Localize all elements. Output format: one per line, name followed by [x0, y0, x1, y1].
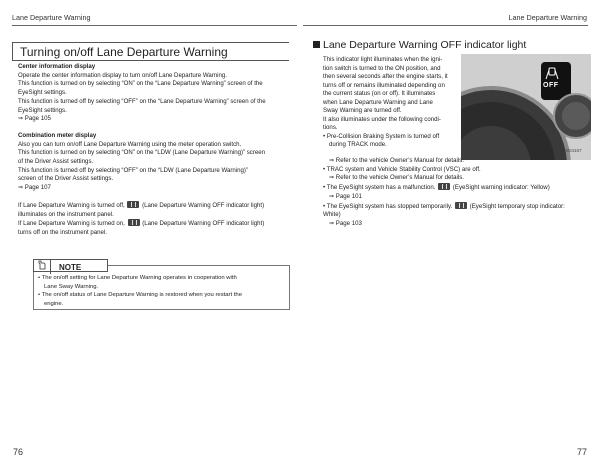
right-intro	[323, 56, 458, 150]
left-header-rule	[12, 25, 297, 26]
bullet-item: • The EyeSight system has a malfunction. (EyeSight warning indicator: Yellow)	[323, 184, 550, 192]
note-item-cont: engine.	[44, 300, 64, 307]
intro-line: tions.	[323, 124, 338, 132]
right-bullets	[323, 157, 591, 229]
left-body	[18, 63, 292, 238]
note-item-cont: Lane Sway Warning.	[44, 283, 99, 290]
intro-line: Sway Warning are turned off.	[323, 107, 402, 115]
page-reference[interactable]: ⇒ Page 107	[18, 184, 51, 192]
intro-line: then several seconds after the engine starts, it	[323, 73, 448, 81]
on-line	[18, 219, 292, 229]
combination-meter-heading: Combination meter display	[18, 131, 97, 139]
s2-line: This function is turned on by selecting “ON” on the “LDW (Lane Departure Warning)” screen	[18, 149, 266, 157]
intro-line: This indicator light illuminates when the igni-	[323, 56, 443, 63]
intro-line: when Lane Departure Warning and Lane	[323, 98, 433, 106]
eyesight-temporary-stop-icon	[455, 202, 467, 209]
intro-line: tion switch is turned to the ON position, and	[323, 64, 441, 72]
right-running-header: Lane Departure Warning	[508, 13, 587, 22]
note-header	[33, 259, 108, 272]
s1-line: This function is turned on by selecting “ON” on the “Lane Departure Warning” screen of the	[18, 80, 263, 88]
s1-line: EyeSight settings.	[18, 106, 67, 114]
note-item: • The on/off setting for Lane Departure Warning operates in cooperation with	[38, 275, 237, 281]
left-page-title: Turning on/off Lane Departure Warning	[20, 45, 228, 59]
left-running-header: Lane Departure Warning	[12, 13, 91, 22]
note-item: • The on/off status of Lane Departure Warning is restored when you restart the	[38, 292, 242, 299]
indicator-off-text: OFF	[543, 82, 559, 89]
note-body	[36, 274, 286, 308]
lane-departure-off-icon	[127, 201, 139, 208]
intro-line: the current status (on or off). It illuminates	[323, 90, 436, 98]
on-line-2: turns off on the instrument panel.	[18, 228, 107, 236]
left-title-box	[12, 42, 289, 61]
s2-line: of the Driver Assist settings.	[18, 158, 94, 166]
intro-line: It also illuminates under the following condi-	[323, 115, 441, 123]
bullet-item-cont: during TRACK mode.	[329, 141, 387, 149]
section-square-icon	[313, 41, 320, 48]
page-reference[interactable]: ⇒ Page 101	[329, 192, 362, 200]
note-hand-icon	[34, 260, 51, 274]
bullet-item: • TRAC system and Vehicle Stability Control (VSC) are off.	[323, 165, 481, 173]
s2-line: Also you can turn on/off Lane Departure Warning using the meter operation switch.	[18, 140, 242, 148]
right-header-rule	[303, 25, 588, 26]
s1-line: Operate the center information display to turn on/off Lane Departure Warning.	[18, 71, 227, 79]
s2-line: screen of the Driver Assist settings.	[18, 175, 114, 183]
page-reference[interactable]: ⇒ Page 103	[329, 219, 362, 227]
s1-line: EyeSight settings.	[18, 89, 67, 97]
right-page-number: 77	[576, 447, 587, 457]
page-reference[interactable]: ⇒ Refer to the vehicle Owner’s Manual for details.	[329, 174, 464, 182]
s2-line: This function is turned off by selecting “OFF” on the “LDW (Lane Departure Warning)”	[18, 166, 248, 174]
lane-departure-indicator-icon	[544, 67, 560, 80]
s1-line: This function is turned off by selecting “OFF” on the “Lane Departure Warning” screen of the	[18, 97, 266, 105]
off-text-b: (Lane Departure Warning OFF indicator light)	[142, 201, 265, 209]
right-section-title: Lane Departure Warning OFF indicator light	[313, 39, 526, 51]
intro-line: turns off or remains illuminated depending on	[323, 81, 445, 89]
bullet-item-cont: White)	[323, 211, 341, 219]
off-text-a: If Lane Departure Warning is turned off,	[18, 201, 125, 209]
image-code: B04167	[566, 148, 582, 153]
page-reference[interactable]: ⇒ Page 105	[18, 115, 51, 123]
note-label: NOTE	[59, 263, 82, 272]
bullet-item: • Pre-Collision Braking System is turned off	[323, 132, 440, 140]
off-line	[18, 201, 292, 211]
page-reference[interactable]: ⇒ Refer to the vehicle Owner’s Manual for details.	[329, 157, 464, 164]
eyesight-warning-icon	[438, 183, 450, 190]
lane-departure-off-icon	[128, 219, 140, 226]
instrument-panel-image	[461, 54, 591, 160]
bullet-item: • The EyeSight system has stopped temporarily. (EyeSight temporary stop indicator:	[323, 202, 565, 210]
left-page-number: 76	[13, 447, 24, 457]
off-line-2: illuminates on the instrument panel.	[18, 210, 114, 218]
center-display-heading: Center information display	[18, 63, 96, 70]
on-text-a: If Lane Departure Warning is turned on,	[18, 220, 125, 228]
on-text-b: (Lane Departure Warning OFF indicator light)	[142, 220, 265, 228]
